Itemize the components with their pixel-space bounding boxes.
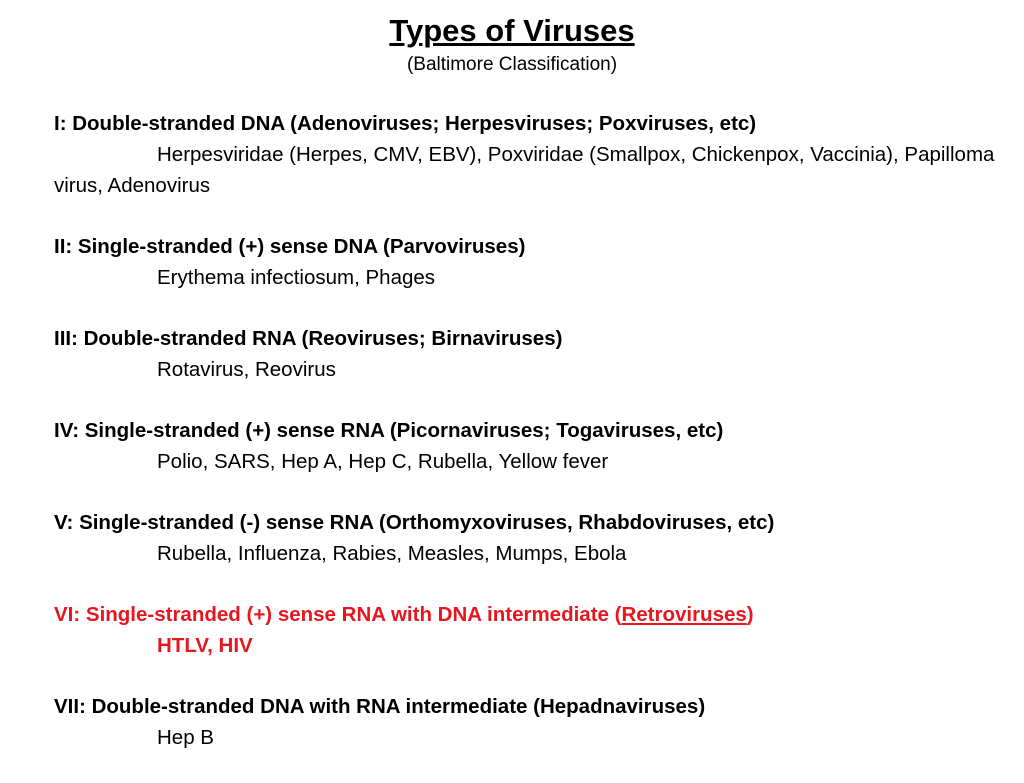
class-examples: Herpesviridae (Herpes, CMV, EBV), Poxviridae (Smallpox, Chickenpox, Vaccinia), Papilloma virus, Adenovirus [54, 143, 995, 197]
class-group-iii [54, 323, 1004, 385]
class-heading: VII: Double-stranded DNA with RNA intermediate (Hepadnaviruses) [54, 695, 706, 718]
class-heading-prefix: VI: Single-stranded (+) sense RNA with DNA intermediate ( [54, 603, 622, 626]
class-heading: I: Double-stranded DNA (Adenoviruses; Herpesviruses; Poxviruses, etc) [54, 112, 757, 135]
class-examples: Hep B [157, 726, 214, 749]
class-heading-suffix: ) [746, 603, 754, 626]
class-examples: Erythema infectiosum, Phages [157, 266, 436, 289]
class-examples: Rubella, Influenza, Rabies, Measles, Mumps, Ebola [157, 542, 627, 565]
class-heading: II: Single-stranded (+) sense DNA (Parvoviruses) [54, 235, 526, 258]
class-group-i [54, 108, 1004, 201]
class-examples: Rotavirus, Reovirus [157, 358, 336, 381]
class-examples: Polio, SARS, Hep A, Hep C, Rubella, Yellow fever [157, 450, 609, 473]
class-heading: III: Double-stranded RNA (Reoviruses; Birnaviruses) [54, 327, 563, 350]
class-heading: V: Single-stranded (-) sense RNA (Orthomyxoviruses, Rhabdoviruses, etc) [54, 511, 775, 534]
class-heading [54, 599, 1004, 630]
retroviruses-term: Retroviruses [621, 603, 747, 626]
slide-subtitle: (Baltimore Classification) [406, 54, 618, 75]
class-group-iv [54, 415, 1004, 477]
class-group-ii [54, 231, 1004, 293]
class-examples: HTLV, HIV [157, 634, 253, 657]
slide-title: Types of Viruses [389, 13, 635, 48]
classification-list [54, 108, 1004, 783]
class-heading: IV: Single-stranded (+) sense RNA (Picornaviruses; Togaviruses, etc) [54, 419, 724, 442]
class-group-vi [54, 599, 1004, 661]
class-group-v [54, 507, 1004, 569]
class-group-vii [54, 691, 1004, 753]
